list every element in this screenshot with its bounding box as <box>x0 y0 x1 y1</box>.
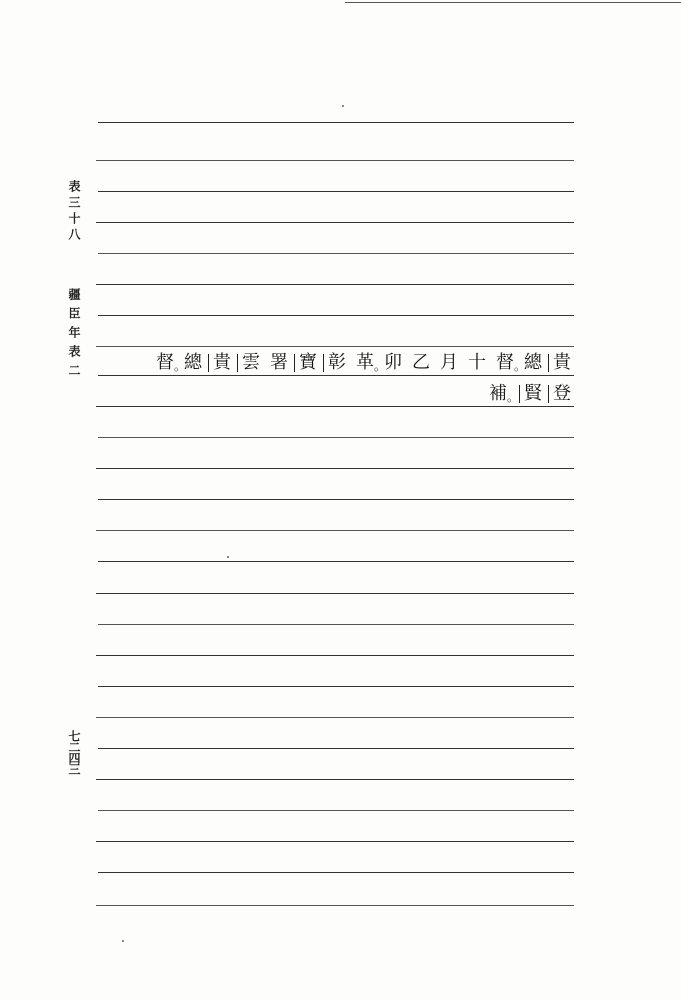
text-character: 總 <box>184 352 202 373</box>
text-character: 賢 <box>524 383 542 404</box>
ruled-line <box>98 748 574 749</box>
ruled-line <box>98 437 574 438</box>
ruled-line <box>98 191 574 192</box>
name-separator-bar <box>519 385 520 403</box>
ruled-line <box>96 160 574 161</box>
ruled-line <box>98 315 574 316</box>
entry-text <box>487 380 573 408</box>
text-character: 寶 <box>299 352 317 373</box>
ruled-line <box>96 468 574 469</box>
ruled-line <box>96 905 574 906</box>
ruled-line <box>96 655 574 656</box>
text-character: 月 <box>440 352 458 373</box>
text-character: 督 <box>156 352 174 373</box>
text-character: 補 <box>489 383 507 404</box>
name-separator-bar <box>323 354 324 372</box>
text-character: 十 <box>468 352 486 373</box>
table-title: 疆臣年表二 <box>67 288 81 383</box>
name-separator-bar <box>237 354 238 372</box>
table-number: 表三十八 <box>67 180 81 244</box>
text-character: 彰 <box>328 352 346 373</box>
ruled-line <box>98 253 574 254</box>
ruled-line <box>96 530 574 531</box>
punctuation-mark: 。 <box>514 359 527 373</box>
punctuation-mark: 。 <box>374 359 387 373</box>
ruled-line <box>96 717 574 718</box>
ruled-line <box>96 284 574 285</box>
entry-line-2 <box>487 383 573 405</box>
text-character: 貴 <box>553 352 571 373</box>
ink-speck <box>122 940 124 942</box>
ruled-line <box>96 346 574 347</box>
entry-line-1 <box>154 352 573 374</box>
ink-speck <box>227 556 229 558</box>
ruled-line <box>98 499 574 500</box>
punctuation-mark: 。 <box>174 359 187 373</box>
ruled-line <box>96 593 574 594</box>
ruled-line <box>96 841 574 842</box>
entry-text <box>154 349 573 377</box>
punctuation-mark: 。 <box>507 390 520 404</box>
text-character: 雲 <box>242 352 260 373</box>
text-character: 乙 <box>412 352 430 373</box>
name-separator-bar <box>208 354 209 372</box>
page-number: 七二四三 <box>67 730 81 774</box>
text-character: 署 <box>270 352 288 373</box>
ruled-line <box>96 222 574 223</box>
text-character: 革 <box>356 352 374 373</box>
name-separator-bar <box>294 354 295 372</box>
ruled-line <box>98 872 574 873</box>
text-character: 貴 <box>213 352 231 373</box>
ruled-line <box>98 122 574 123</box>
ruled-line <box>96 779 574 780</box>
name-separator-bar <box>548 385 549 403</box>
ink-speck <box>342 105 344 107</box>
top-rule <box>345 2 681 3</box>
text-character: 登 <box>553 383 571 404</box>
ruled-line <box>98 686 574 687</box>
name-separator-bar <box>548 354 549 372</box>
ruled-line <box>98 561 574 562</box>
text-character: 督 <box>496 352 514 373</box>
ruled-line <box>98 624 574 625</box>
text-character: 卯 <box>384 352 402 373</box>
ruled-line <box>98 810 574 811</box>
text-character: 總 <box>524 352 542 373</box>
